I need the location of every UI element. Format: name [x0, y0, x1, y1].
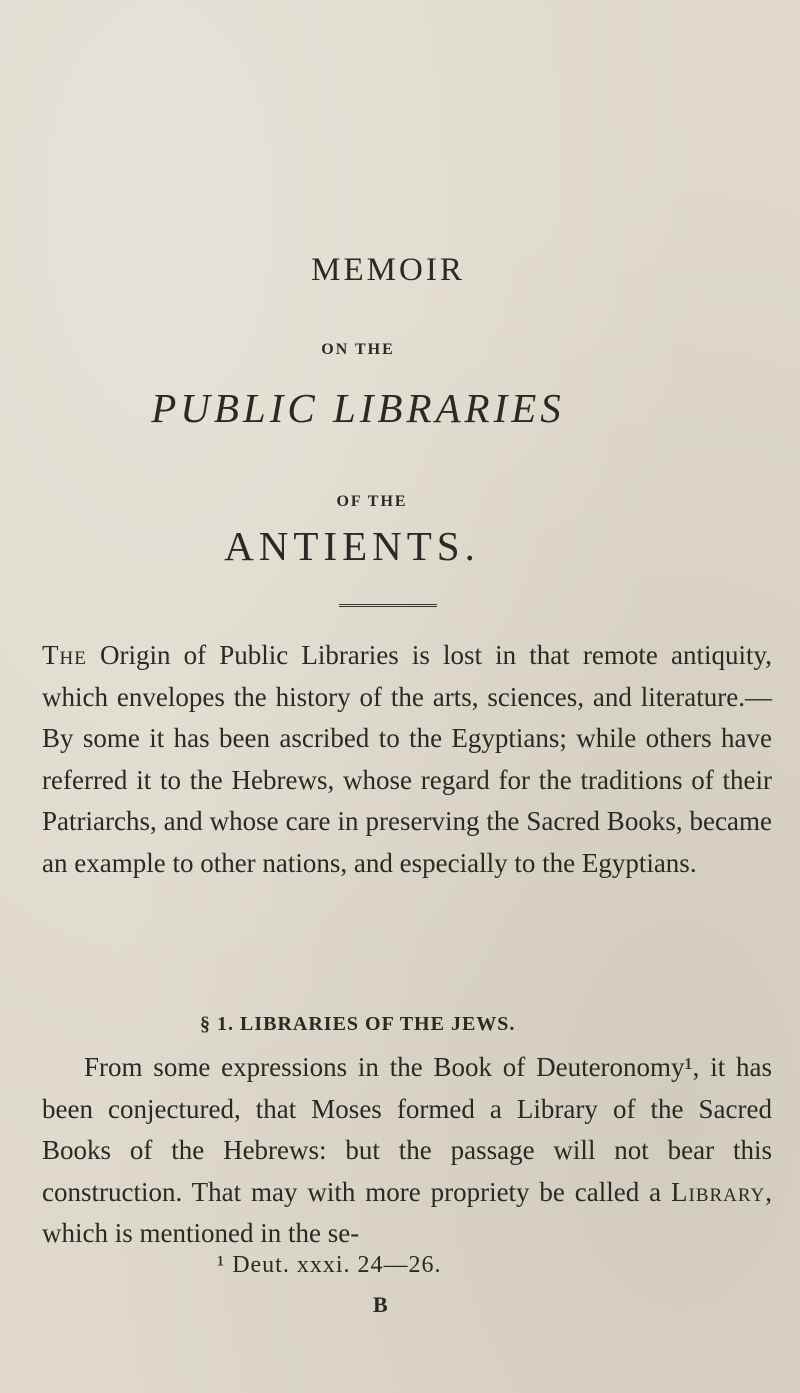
title-on-the: ON THE	[321, 341, 395, 358]
intro-paragraph	[42, 635, 772, 884]
intro-text: Origin of Public Libraries is lost in that remote antiquity, which envelopes the history of the arts, sciences, and literature.—By some it has been ascribed to the Egyptians; while others have referred it to the Hebrews, whose regard for the traditions of their Patriarchs, and whose care in preserving the Sacred Books, became an example to other nations, and especially to the Egyptians.	[42, 640, 772, 878]
title-divider	[339, 604, 437, 607]
section-paragraph	[42, 1047, 772, 1255]
section-text-before: From some expressions in the Book of Deuteronomy¹, it has been conjectured, that Moses formed a Library of the Sacred Books of the Hebrews: but the passage will not bear this construction. That may with more propriety be called a	[42, 1052, 772, 1207]
title-public-libraries: PUBLIC LIBRARIES	[151, 385, 565, 431]
title-of-the: OF THE	[336, 493, 408, 510]
section-text-after: , which is mentioned in the se-	[42, 1176, 772, 1248]
signature-mark: B	[373, 1292, 388, 1317]
title-antients: ANTIENTS.	[224, 523, 480, 569]
footnote: ¹ Deut. xxxi. 24—26.	[217, 1252, 442, 1278]
title-memoir: MEMOIR	[311, 252, 465, 288]
section-heading: § 1. LIBRARIES OF THE JEWS.	[200, 1013, 516, 1035]
section-library-word: Library	[671, 1176, 766, 1207]
intro-first-word: The	[42, 640, 87, 670]
